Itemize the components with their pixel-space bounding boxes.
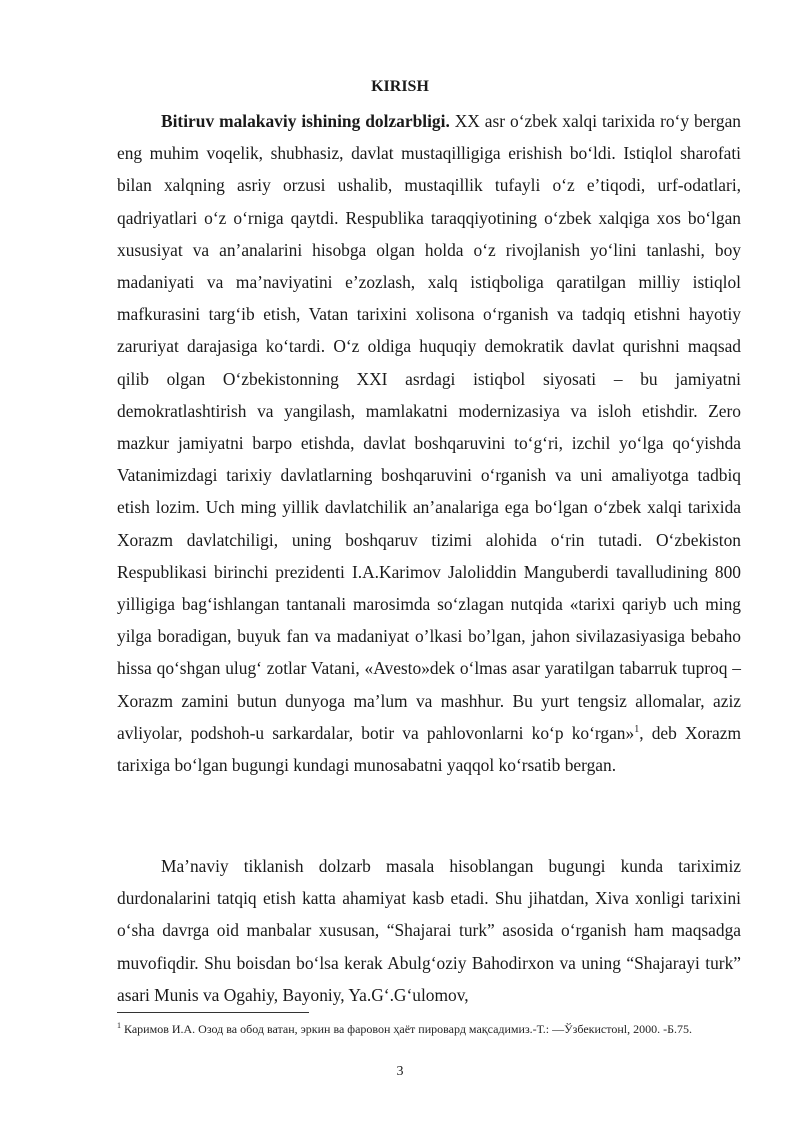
paragraph-1 — [117, 105, 741, 781]
paragraph-lead: Bitiruv malakaviy ishining dolzarbligi. — [161, 111, 450, 131]
footnote-reference: 1 — [634, 724, 640, 736]
paragraph-1-text-after: , deb Xorazm tarixiga boʻlgan bugungi kundagi munosabatni yaqqol koʻrsatib bergan. — [117, 722, 741, 776]
footnote-text: Каримов И.А. Озод ва обод ватан, эркин ва фаровон ҳаёт пировард мақсадимиз.-Т.: —Ўзбекистонl, 2000. -Б.75. — [124, 1022, 692, 1036]
paragraph-2 — [117, 850, 741, 1011]
section-heading: KIRISH — [371, 78, 429, 95]
footnote-separator — [117, 1012, 309, 1013]
page-number: 3 — [396, 1064, 404, 1079]
paragraph-1-text: XX asr oʻzbek xalqi tarixida roʻy bergan eng muhim voqelik, shubhasiz, davlat mustaqilligiga erishish boʻldi. Istiqlol sharofati bilan xalqning asriy orzusi ushalib, mustaqillik tufayli oʻz eʼtiqodi, urf-odatlari, qadriyatlari oʻz oʻrniga qaytdi. Respublika taraqqiyotining oʻzbek xalqiga xos boʻlgan xususiyat va anʼanalarini hisobga olgan holda oʻz rivojlanish yoʻlini tanlashi, boy madaniyati va maʼnaviyatini eʼzozlash, xalq istiqboliga qaratilgan milliy istiqlol mafkurasini targʻib etish, Vatan tarixini xolisona oʻrganish va tadqiq etishni hayotiy zaruriyat darajasiga koʻtardi. Oʻz oldiga huquqiy demokratik davlat qurishni maqsad qilib olgan Oʻzbekistonning XXI asrdagi istiqbol siyosati – bu jamiyatni demokratlashtirish va yangilash, mamlakatni modernizasiya va isloh etishdir. Zero mazkur jamiyatni barpo etishda, davlat boshqaruvini toʻgʻri, izchil yoʻlga qoʻyishda Vatanimizdagi tarixiy davlatlarning boshqaruvini oʻrganish va uni amaliyotga tadbiq etish lozim. Uch ming yillik davlatchilik anʼanalariga ega boʻlgan oʻzbek xalqi tarixida Xorazm davlatchiligi, uning boshqaruv tizimi alohida oʻrin tutadi. Oʻzbekiston Respublikasi birinchi prezidenti I.A.Karimov Jaloliddin Manguberdi tavalludining 800 yilligiga bagʻishlangan tantanali marosimda soʻzlagan nutqida «tarixi qariyb uch ming yilga boradigan, buyuk fan va madaniyat oʼlkasi boʼlgan, jahon sivilazasiyasiga bebaho hissa qoʻshgan ulugʻ zotlar Vatani, «Avesto»dek oʻlmas asar yaratilgan tabarruk tuproq – Xorazm zamini butun dunyoga maʼlum va mashhur. Bu yurt tengsiz allomalar, aziz avliyolar, podshoh-u sarkardalar, botir va pahlovonlarni koʻp koʻrgan» — [117, 111, 741, 743]
footnote-number: 1 — [117, 1021, 121, 1030]
footnote — [117, 1020, 737, 1039]
paragraph-2-text: Maʼnaviy tiklanish dolzarb masala hisoblangan bugungi kunda tariximiz durdonalarini tatqiq etish katta ahamiyat kasb etadi. Shu jihatdan, Xiva xonligi tarixini oʻsha davrga oid manbalar xususan, “Shajarai turk” asosida oʻrganish ham maqsadga muvofiqdir. Shu boisdan boʻlsa kerak Abulgʻoziy Bahodirxon va uning “Shajarayi turk” asari Munis va Ogahiy, Bayoniy, Ya.Gʻ.Gʻulomov, — [117, 856, 741, 1005]
